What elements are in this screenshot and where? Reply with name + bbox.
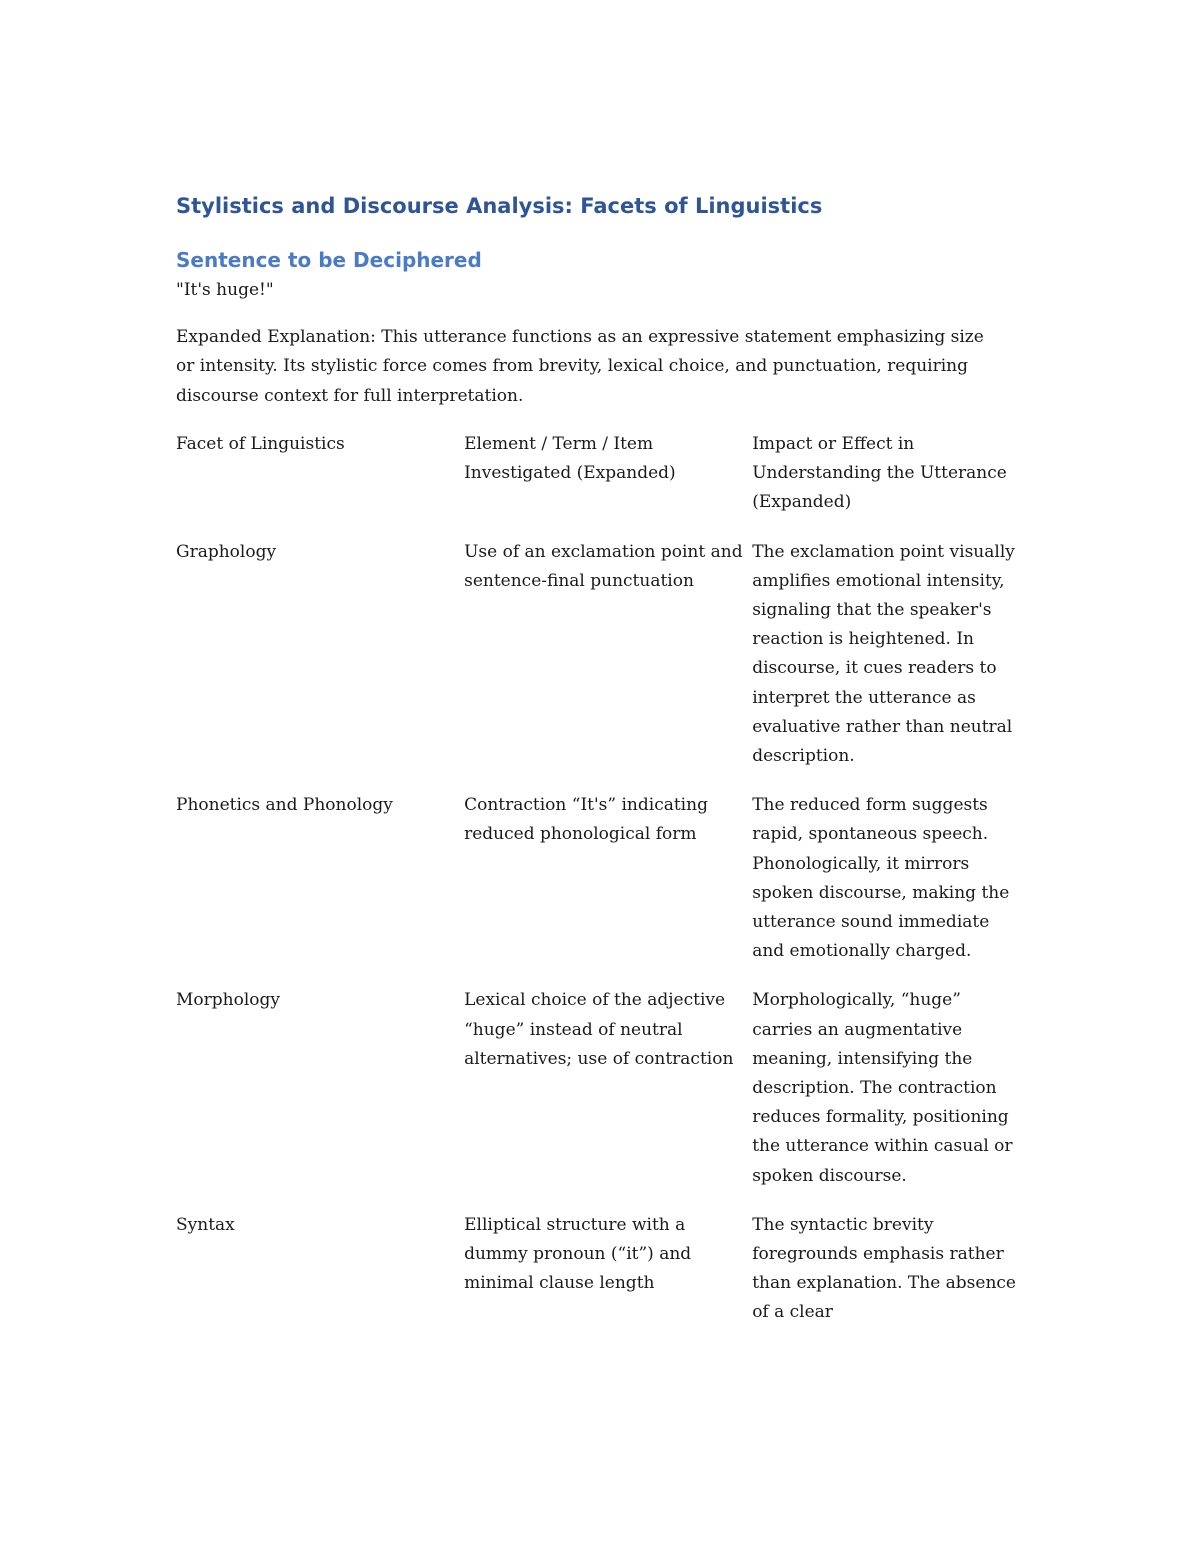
header-facet: Facet of Linguistics — [176, 433, 345, 454]
table-row — [176, 538, 1026, 792]
expanded-explanation: Expanded Explanation: This utterance functions as an expressive statement emphasizing size or intensity. Its stylistic force comes from brevity, lexical choice, and punctuation, requiring discourse context for full interpretation. — [176, 327, 984, 406]
table-row — [176, 791, 1026, 986]
element-cell: Contraction “It's” indicating reduced phonological form — [464, 795, 708, 845]
facets-table — [176, 430, 1026, 1348]
element-cell: Use of an exclamation point and sentence-final punctuation — [464, 541, 743, 591]
sentence-quote: "It's huge!" — [176, 280, 274, 300]
table-row — [176, 1211, 1026, 1348]
impact-cell: Morphologically, “huge” carries an augmentative meaning, intensifying the description. The contraction reduces formality, positioning the utterance within casual or spoken discourse. — [752, 990, 1013, 1186]
facet-cell: Syntax — [176, 1214, 235, 1235]
facet-cell: Phonetics and Phonology — [176, 795, 393, 816]
document-title: Stylistics and Discourse Analysis: Facets of Linguistics — [176, 194, 823, 218]
facet-cell: Morphology — [176, 990, 280, 1011]
impact-cell: The exclamation point visually amplifies emotional intensity, signaling that the speaker's reaction is heightened. In discourse, it cues readers to interpret the utterance as evaluative rather than neutral description. — [752, 541, 1015, 766]
impact-cell: The syntactic brevity foregrounds emphasis rather than explanation. The absence of a clear — [752, 1214, 1016, 1323]
table-row — [176, 986, 1026, 1210]
document-page — [176, 188, 1026, 1348]
element-cell: Lexical choice of the adjective “huge” instead of neutral alternatives; use of contraction — [464, 990, 734, 1069]
impact-cell: The reduced form suggests rapid, spontaneous speech. Phonologically, it mirrors spoken discourse, making the utterance sound immediate and emotionally charged. — [752, 795, 1010, 962]
table-header-row — [176, 430, 1026, 538]
element-cell: Elliptical structure with a dummy pronoun (“it”) and minimal clause length — [464, 1214, 692, 1294]
facet-cell: Graphology — [176, 541, 277, 562]
header-element: Element / Term / Item Investigated (Expanded) — [464, 433, 676, 484]
section-heading: Sentence to be Deciphered — [176, 248, 482, 272]
header-impact: Impact or Effect in Understanding the Utterance (Expanded) — [752, 433, 1007, 513]
